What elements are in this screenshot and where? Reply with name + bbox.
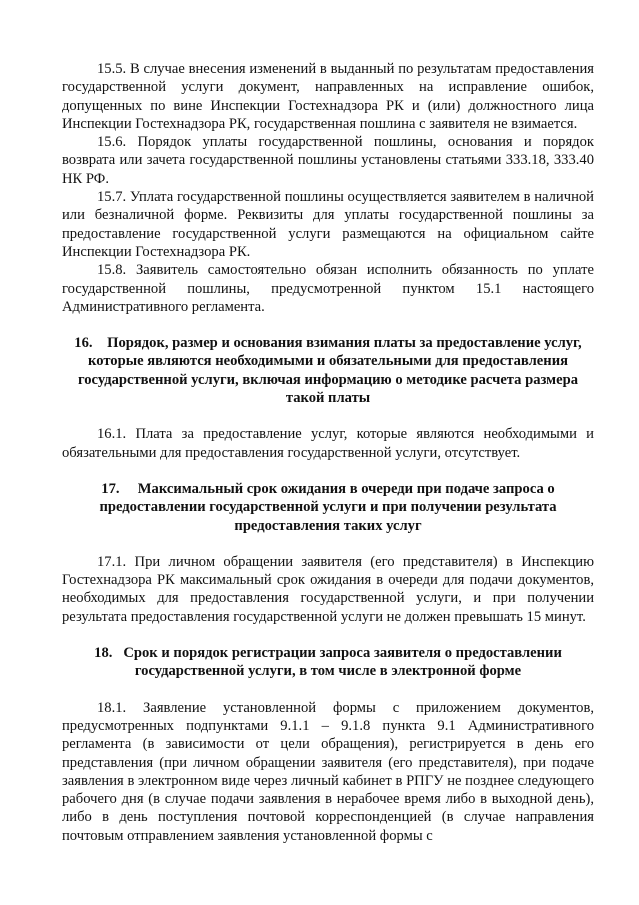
- section-heading-17: [62, 480, 594, 535]
- heading-number: 17.: [101, 480, 120, 497]
- heading-text: Максимальный срок ожидания в очереди при подаче запроса о предоставлении государственной услуги и при получении результата предоставления таких услуг: [99, 480, 557, 534]
- paragraph-15-6: 15.6. Порядок уплаты государственной пошлины, основания и порядок возврата или зачета государственной пошлины установлены статьями 333.18, 333.40 НК РФ.: [62, 134, 594, 187]
- heading-number: 16.: [74, 335, 93, 352]
- section-heading-16: [62, 334, 594, 407]
- paragraph-16-1: 16.1. Плата за предоставление услуг, которые являются необходимыми и обязательными для предоставления государственной услуги, отсутствует.: [62, 426, 594, 461]
- heading-text: Порядок, размер и основания взимания платы за предоставление услуг, которые являются необходимыми и обязательными для предоставления государственной услуги, включая информацию о методике расчета размера такой платы: [77, 335, 582, 407]
- paragraph-15-5: 15.5. В случае внесения изменений в выданный по результатам предоставления государственной услуги документ, направленных на исправление ошибок, допущенных по вине Инспекции Гостехнадзора РК и (или) должностного лица Инспекции Гостехнадзора РК, государственная пошлина с заявителя не взимается.: [62, 61, 594, 132]
- paragraph-17-1: 17.1. При личном обращении заявителя (его представителя) в Инспекцию Гостехнадзора РК максимальный срок ожидания в очереди для подачи документов, необходимых для предоставления государственной услуги, и при получении результата предоставления государственной услуги не должен превышать 15 минут.: [62, 553, 594, 625]
- document-page: [62, 60, 594, 845]
- paragraph-15-7: 15.7. Уплата государственной пошлины осуществляется заявителем в наличной или безналичной форме. Реквизиты для уплаты государственной пошлины за предоставление государственной услуги размещаются на официальном сайте Инспекции Гостехнадзора РК.: [62, 189, 594, 260]
- heading-text: Срок и порядок регистрации запроса заявителя о предоставлении государственной услуги, в том числе в электронной форме: [123, 645, 562, 680]
- section-heading-18: [62, 644, 594, 681]
- paragraph-18-1: 18.1. Заявление установленной формы с приложением документов, предусмотренных подпунктами 9.1.1 – 9.1.8 пункта 9.1 Административного регламента (в зависимости от цели обращения), регистрируется в день его представления (при личном обращении заявителя (его представителя), при подаче заявления в электронном виде через личный кабинет в РПГУ не позднее следующего рабочего дня (в случае подачи заявления в нерабочее время либо в выходной день), либо в день поступления почтовой корреспонденцией (в случае направления почтовым отправлением заявления установленной формы с: [62, 699, 594, 844]
- heading-number: 18.: [94, 645, 113, 662]
- paragraph-15-8: 15.8. Заявитель самостоятельно обязан исполнить обязанность по уплате государственной пошлины, предусмотренной пунктом 15.1 настоящего Административного регламента.: [62, 262, 594, 315]
